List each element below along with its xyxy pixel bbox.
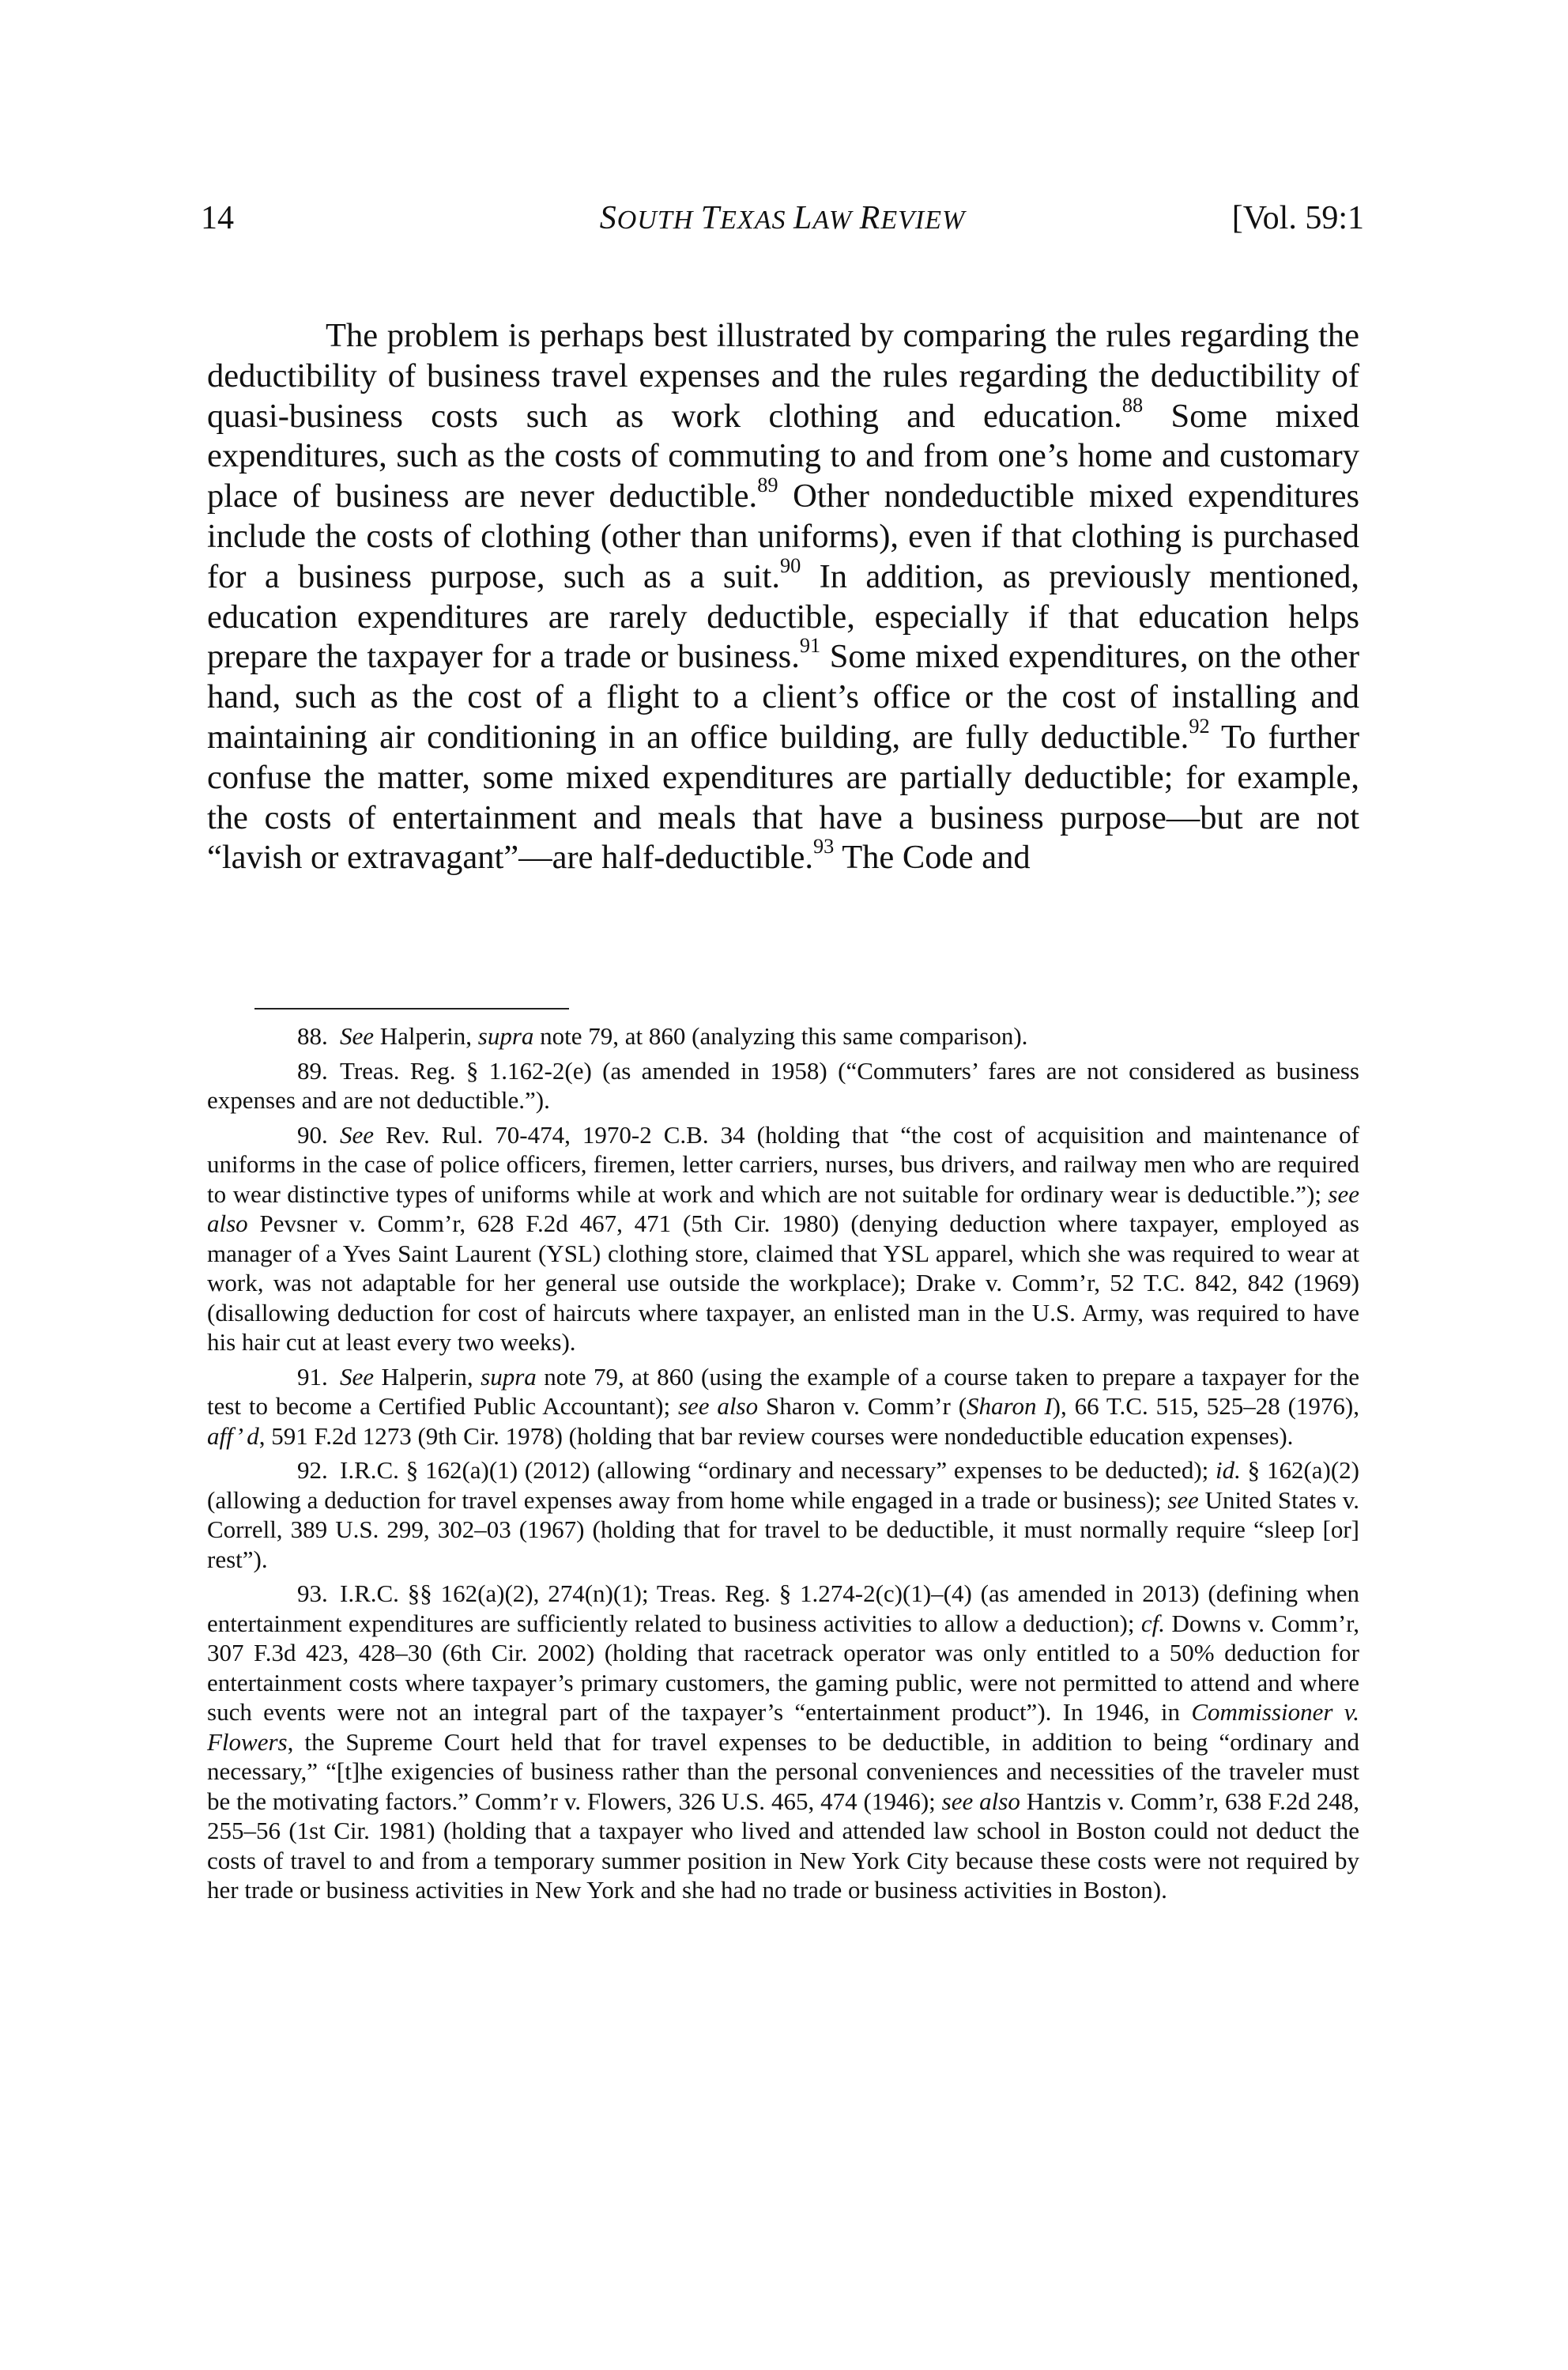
footnote-text: I.R.C. §§ 162(a)(2), 274(n)(1); Treas. Reg. § 1.274-2(c)(1)–(4) (as amended in 2013) (defining when entertainment expenditures are sufficiently related to business activities to allow a deduction);: [207, 1579, 1359, 1637]
footnote-text: I.R.C. § 162(a)(1) (2012) (allowing “ordinary and necessary” expenses to be deducted);: [340, 1456, 1216, 1484]
footnote-90: [207, 1120, 1359, 1357]
footnote-ref-88[interactable]: 88: [1121, 393, 1144, 417]
signal: See: [340, 1022, 375, 1050]
footnote-ref-90[interactable]: 90: [779, 553, 801, 577]
page-number: 14: [201, 200, 234, 236]
footnote-ref-93[interactable]: 93: [813, 835, 835, 859]
signal: see: [1167, 1485, 1199, 1514]
journal-title-eview: EVIEW: [880, 206, 966, 235]
journal-title-t: T: [700, 200, 721, 236]
footnote-text: Downs v. Comm’r, 307 F.3d 423, 428–30 (6th Cir. 2002) (holding that racetrack operator was only entitled to a 50% deduction for entertainment costs where taxpayer’s primary customers, the gaming public, were not permitted to attend and where such events were not an integral part of the taxpayer’s “entertainment product”). In 1946, in: [207, 1609, 1359, 1726]
footnote-ref-92[interactable]: 92: [1189, 715, 1210, 738]
journal-title: [201, 199, 1364, 237]
footnote-text: Halperin,: [374, 1022, 478, 1050]
body-paragraph: [207, 316, 1359, 878]
body-sentence-1: The problem is perhaps best illustrated by comparing the rules regarding the deductibility of business travel expenses and the rules regarding the deductibility of quasi-business costs such as work clothing and education.: [207, 317, 1359, 435]
journal-title-l: L: [793, 200, 813, 236]
case-short-name: Sharon I: [967, 1392, 1053, 1420]
footnote-number: 92.: [297, 1456, 328, 1484]
signal: aff’ d: [207, 1421, 259, 1450]
footnote-ref-89[interactable]: 89: [757, 474, 778, 497]
footnote-divider: [254, 1008, 569, 1010]
footnote-text: note 79, at 860 (analyzing this same comparison).: [533, 1022, 1028, 1050]
footnote-text: Halperin,: [374, 1362, 481, 1391]
journal-title-outh: OUTH: [616, 206, 701, 235]
signal: see also: [207, 1179, 1359, 1237]
volume-label: [Vol. 59:1: [1231, 200, 1364, 236]
journal-title-exas: EXAS: [720, 206, 793, 235]
footnote-text: United States v. Correll, 389 U.S. 299, 302–03 (1967) (holding that for travel to be deductible, it must normally require “sleep [or] rest”).: [207, 1485, 1359, 1573]
case-name: Commissioner v. Flowers: [207, 1698, 1359, 1756]
signal: cf.: [1140, 1609, 1166, 1637]
signal: id.: [1216, 1456, 1241, 1484]
signal: See: [340, 1120, 375, 1149]
footnote-text: , 591 F.2d 1273 (9th Cir. 1978) (holding that bar review courses were nondeductible education expenses).: [258, 1421, 1294, 1450]
footnote-93: [207, 1579, 1359, 1905]
footnote-89: [207, 1056, 1359, 1115]
body-sentence-7: The Code and: [834, 839, 1031, 877]
body-sentence-2: Some mixed expenditures, such as the costs of commuting to and from one’s home and customary place of business are never deductible.: [207, 397, 1359, 515]
signal: see also: [677, 1392, 759, 1420]
footnote-number: 91.: [297, 1362, 328, 1391]
footnote-88: [207, 1021, 1359, 1051]
footnote-91: [207, 1362, 1359, 1451]
signal: supra: [481, 1362, 537, 1391]
footnote-text: Sharon v. Comm’r (: [758, 1392, 967, 1420]
footnote-92: [207, 1455, 1359, 1574]
body-sentence-5: Some mixed expenditures, on the other hand, such as the cost of a flight to a client’s office or the cost of installing and maintaining air conditioning in an office building, are fully deductible.: [207, 638, 1359, 756]
footnote-text: Treas. Reg. § 1.162-2(e) (as amended in 1958) (“Commuters’ fares are not considered as business expenses and are not deductible.”).: [207, 1056, 1359, 1114]
journal-title-r: R: [859, 200, 881, 236]
footnote-text: Pevsner v. Comm’r, 628 F.2d 467, 471 (5th Cir. 1980) (denying deduction where taxpayer, employed as manager of a Yves Saint Laurent (YSL) clothing store, claimed that YSL apparel, which she was required to wear at work, was not adaptable for her general use outside the workplace); Drake v. Comm’r, 52 T.C. 842, 842 (1969) (disallowing deduction for cost of haircuts where taxpayer, an enlisted man in the U.S. Army, was required to have his hair cut at least every two weeks).: [207, 1210, 1359, 1356]
footnote-number: 89.: [297, 1056, 328, 1085]
footnote-number: 88.: [297, 1022, 328, 1050]
body-sentence-6: To further confuse the matter, some mixed expenditures are partially deductible; for example, the costs of entertainment and meals that have a business purpose—but are not “lavish or extravagant”—are half-deductible.: [207, 718, 1359, 877]
journal-title-s: S: [599, 200, 617, 236]
footnote-number: 93.: [297, 1579, 328, 1607]
footnote-text: , the Supreme Court held that for travel expenses to be deductible, in addition to being “ordinary and necessary,” “[t]he exigencies of business rather than the personal conveniences and necessities of the traveler must be the motivating factors.” Comm’r v. Flowers, 326 U.S. 465, 474 (1946);: [207, 1727, 1359, 1815]
footnote-text: ), 66 T.C. 515, 525–28 (1976),: [1052, 1392, 1359, 1420]
signal: See: [340, 1362, 375, 1391]
signal: supra: [477, 1022, 534, 1050]
footnote-number: 90.: [297, 1120, 328, 1149]
running-header: [201, 199, 1364, 247]
footnote-text: note 79, at 860 (using the example of a course taken to prepare a taxpayer for the test to become a Certified Public Accountant);: [207, 1362, 1359, 1420]
footnote-text: Rev. Rul. 70-474, 1970-2 C.B. 34 (holding that “the cost of acquisition and maintenance of uniforms in the case of police officers, firemen, letter carriers, nurses, bus drivers, and railway men who are required to wear distinctive types of uniforms while at work and which are not suitable for ordinary wear is deductible.”);: [207, 1120, 1359, 1208]
footnote-text: § 162(a)(2) (allowing a deduction for travel expenses away from home while engaged in a trade or business);: [207, 1456, 1359, 1514]
body-sentence-3: Other nondeductible mixed expenditures include the costs of clothing (other than uniforms), even if that clothing is purchased for a business purpose, such as a suit.: [207, 477, 1359, 595]
body-sentence-4: In addition, as previously mentioned, education expenditures are rarely deductible, especially if that education helps prepare the taxpayer for a trade or business.: [207, 557, 1359, 676]
footnote-ref-91[interactable]: 91: [799, 634, 821, 658]
footnotes-section: [207, 1021, 1359, 1910]
footnote-text: Hantzis v. Comm’r, 638 F.2d 248, 255–56 (1st Cir. 1981) (holding that a taxpayer who lived and attended law school in Boston could not deduct the costs of travel to and from a temporary summer position in New York City because these costs were not required by her trade or business activities in New York and she had no trade or business activities in Boston).: [207, 1787, 1359, 1904]
signal: see also: [941, 1787, 1020, 1815]
journal-title-aw: AW: [812, 206, 860, 235]
